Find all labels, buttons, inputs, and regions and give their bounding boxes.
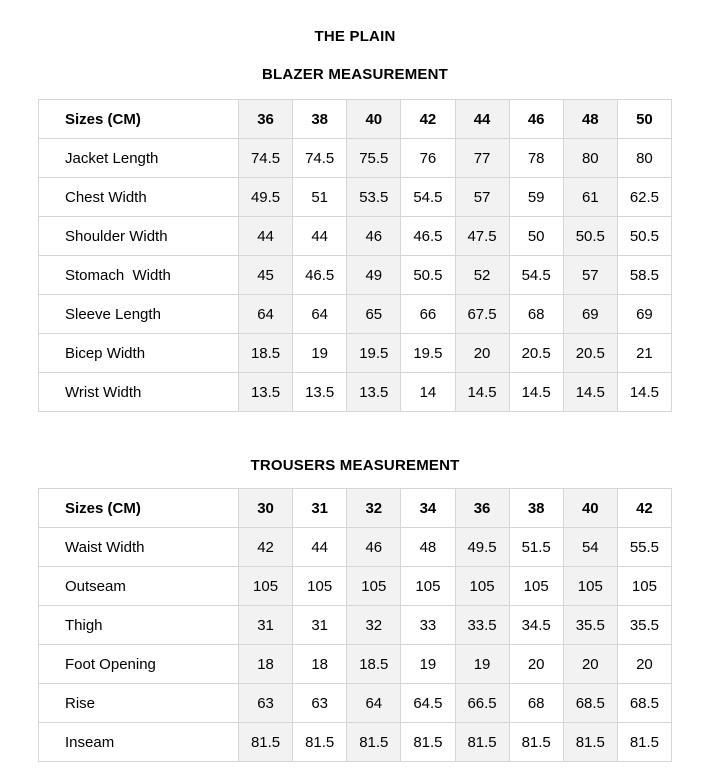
- measurement-value-cell: 63: [239, 684, 293, 723]
- measurement-value-cell: 64: [347, 684, 401, 723]
- measurement-value-cell: 105: [347, 567, 401, 606]
- measurement-value-cell: 20: [455, 334, 509, 373]
- size-header-cell: 30: [239, 489, 293, 528]
- measurement-label-cell: Jacket Length: [39, 139, 239, 178]
- size-header-cell: 36: [239, 100, 293, 139]
- measurement-value-cell: 14.5: [455, 373, 509, 412]
- trousers-table-body: [39, 528, 672, 762]
- page-title: THE PLAIN: [314, 28, 396, 45]
- measurement-value-cell: 105: [239, 567, 293, 606]
- measurement-value-cell: 13.5: [347, 373, 401, 412]
- measurement-value-cell: 34.5: [509, 606, 563, 645]
- measurement-value-cell: 64.5: [401, 684, 455, 723]
- measurement-value-cell: 46.5: [401, 217, 455, 256]
- measurement-value-cell: 80: [563, 139, 617, 178]
- measurement-value-cell: 31: [239, 606, 293, 645]
- measurement-label-cell: Outseam: [39, 567, 239, 606]
- measurement-row: [39, 567, 672, 606]
- size-header-cell: 40: [347, 100, 401, 139]
- measurement-value-cell: 52: [455, 256, 509, 295]
- measurement-label-cell: Shoulder Width: [39, 217, 239, 256]
- measurement-label-cell: Rise: [39, 684, 239, 723]
- measurement-row: [39, 334, 672, 373]
- sizes-label-header-cell: Sizes (CM): [39, 100, 239, 139]
- size-header-cell: 44: [455, 100, 509, 139]
- measurement-value-cell: 32: [347, 606, 401, 645]
- size-header-cell: 38: [293, 100, 347, 139]
- measurement-value-cell: 57: [455, 178, 509, 217]
- measurement-value-cell: 49.5: [239, 178, 293, 217]
- measurement-value-cell: 54.5: [401, 178, 455, 217]
- measurement-value-cell: 55.5: [617, 528, 671, 567]
- measurement-value-cell: 105: [617, 567, 671, 606]
- measurement-value-cell: 33: [401, 606, 455, 645]
- measurement-value-cell: 50.5: [401, 256, 455, 295]
- size-header-cell: 48: [563, 100, 617, 139]
- measurement-value-cell: 13.5: [239, 373, 293, 412]
- measurement-label-cell: Sleeve Length: [39, 295, 239, 334]
- measurement-value-cell: 20: [617, 645, 671, 684]
- measurement-value-cell: 46: [347, 217, 401, 256]
- measurement-label-cell: Thigh: [39, 606, 239, 645]
- measurement-value-cell: 51.5: [509, 528, 563, 567]
- measurement-value-cell: 54: [563, 528, 617, 567]
- size-header-cell: 31: [293, 489, 347, 528]
- size-header-cell: 46: [509, 100, 563, 139]
- measurement-value-cell: 68.5: [617, 684, 671, 723]
- measurement-value-cell: 81.5: [347, 723, 401, 762]
- measurement-value-cell: 62.5: [617, 178, 671, 217]
- measurement-value-cell: 105: [455, 567, 509, 606]
- measurement-value-cell: 80: [617, 139, 671, 178]
- measurement-value-cell: 46.5: [293, 256, 347, 295]
- measurement-value-cell: 19: [455, 645, 509, 684]
- measurement-value-cell: 68.5: [563, 684, 617, 723]
- measurement-value-cell: 19: [293, 334, 347, 373]
- measurement-value-cell: 75.5: [347, 139, 401, 178]
- measurement-value-cell: 74.5: [293, 139, 347, 178]
- measurement-value-cell: 35.5: [563, 606, 617, 645]
- measurement-value-cell: 54.5: [509, 256, 563, 295]
- measurement-value-cell: 19.5: [401, 334, 455, 373]
- measurement-value-cell: 48: [401, 528, 455, 567]
- measurement-value-cell: 19: [401, 645, 455, 684]
- measurement-value-cell: 13.5: [293, 373, 347, 412]
- measurement-value-cell: 81.5: [563, 723, 617, 762]
- measurement-value-cell: 53.5: [347, 178, 401, 217]
- measurement-value-cell: 64: [239, 295, 293, 334]
- measurement-value-cell: 66: [401, 295, 455, 334]
- measurement-value-cell: 42: [239, 528, 293, 567]
- sizes-label-header-cell: Sizes (CM): [39, 489, 239, 528]
- measurement-row: [39, 295, 672, 334]
- measurement-row: [39, 723, 672, 762]
- measurement-label-cell: Waist Width: [39, 528, 239, 567]
- sizes-header-row: [39, 489, 672, 528]
- measurement-value-cell: 81.5: [293, 723, 347, 762]
- measurement-value-cell: 68: [509, 295, 563, 334]
- measurement-row: [39, 178, 672, 217]
- measurement-value-cell: 19.5: [347, 334, 401, 373]
- measurement-value-cell: 14.5: [509, 373, 563, 412]
- blazer-measurement-table: [38, 99, 672, 412]
- measurement-row: [39, 139, 672, 178]
- measurement-value-cell: 46: [347, 528, 401, 567]
- measurement-value-cell: 31: [293, 606, 347, 645]
- size-header-cell: 50: [617, 100, 671, 139]
- measurement-value-cell: 45: [239, 256, 293, 295]
- size-header-cell: 32: [347, 489, 401, 528]
- measurement-value-cell: 69: [563, 295, 617, 334]
- measurement-value-cell: 18.5: [239, 334, 293, 373]
- size-header-cell: 38: [509, 489, 563, 528]
- measurement-value-cell: 63: [293, 684, 347, 723]
- measurement-value-cell: 77: [455, 139, 509, 178]
- measurement-value-cell: 50.5: [563, 217, 617, 256]
- measurement-row: [39, 645, 672, 684]
- measurement-value-cell: 50: [509, 217, 563, 256]
- trousers-measurement-table: [38, 488, 672, 762]
- measurement-value-cell: 58.5: [617, 256, 671, 295]
- measurement-value-cell: 81.5: [455, 723, 509, 762]
- measurement-label-cell: Inseam: [39, 723, 239, 762]
- measurement-value-cell: 14.5: [563, 373, 617, 412]
- measurement-value-cell: 81.5: [239, 723, 293, 762]
- measurement-value-cell: 18: [239, 645, 293, 684]
- measurement-label-cell: Foot Opening: [39, 645, 239, 684]
- measurement-value-cell: 81.5: [401, 723, 455, 762]
- measurement-value-cell: 20.5: [509, 334, 563, 373]
- blazer-table-head: [39, 100, 672, 139]
- measurement-row: [39, 373, 672, 412]
- measurement-row: [39, 256, 672, 295]
- measurement-value-cell: 51: [293, 178, 347, 217]
- measurement-value-cell: 78: [509, 139, 563, 178]
- measurement-value-cell: 105: [563, 567, 617, 606]
- measurement-value-cell: 20: [509, 645, 563, 684]
- measurement-value-cell: 76: [401, 139, 455, 178]
- measurement-value-cell: 64: [293, 295, 347, 334]
- size-header-cell: 42: [617, 489, 671, 528]
- measurement-value-cell: 33.5: [455, 606, 509, 645]
- measurement-label-cell: Stomach Width: [39, 256, 239, 295]
- trousers-table-head: [39, 489, 672, 528]
- trousers-heading: TROUSERS MEASUREMENT: [250, 457, 460, 474]
- size-header-cell: 40: [563, 489, 617, 528]
- measurement-value-cell: 81.5: [617, 723, 671, 762]
- measurement-row: [39, 528, 672, 567]
- measurement-label-cell: Chest Width: [39, 178, 239, 217]
- measurement-value-cell: 18: [293, 645, 347, 684]
- measurement-value-cell: 65: [347, 295, 401, 334]
- measurement-value-cell: 81.5: [509, 723, 563, 762]
- measurement-value-cell: 67.5: [455, 295, 509, 334]
- measurement-value-cell: 66.5: [455, 684, 509, 723]
- size-header-cell: 36: [455, 489, 509, 528]
- measurement-value-cell: 68: [509, 684, 563, 723]
- measurement-value-cell: 35.5: [617, 606, 671, 645]
- measurement-value-cell: 18.5: [347, 645, 401, 684]
- measurement-value-cell: 44: [293, 217, 347, 256]
- measurement-value-cell: 14.5: [617, 373, 671, 412]
- measurement-value-cell: 74.5: [239, 139, 293, 178]
- measurement-label-cell: Bicep Width: [39, 334, 239, 373]
- measurement-value-cell: 44: [293, 528, 347, 567]
- measurement-value-cell: 14: [401, 373, 455, 412]
- measurement-value-cell: 50.5: [617, 217, 671, 256]
- size-header-cell: 42: [401, 100, 455, 139]
- measurement-row: [39, 606, 672, 645]
- blazer-heading: BLAZER MEASUREMENT: [261, 66, 449, 83]
- measurement-value-cell: 47.5: [455, 217, 509, 256]
- measurement-value-cell: 69: [617, 295, 671, 334]
- blazer-table-body: [39, 139, 672, 412]
- measurement-row: [39, 217, 672, 256]
- measurement-value-cell: 49: [347, 256, 401, 295]
- measurement-value-cell: 20: [563, 645, 617, 684]
- measurement-value-cell: 105: [401, 567, 455, 606]
- measurement-value-cell: 49.5: [455, 528, 509, 567]
- measurement-value-cell: 57: [563, 256, 617, 295]
- measurement-value-cell: 105: [509, 567, 563, 606]
- measurement-value-cell: 59: [509, 178, 563, 217]
- measurement-value-cell: 105: [293, 567, 347, 606]
- blazer-section: [0, 68, 710, 412]
- size-header-cell: 34: [401, 489, 455, 528]
- measurement-value-cell: 21: [617, 334, 671, 373]
- measurement-value-cell: 44: [239, 217, 293, 256]
- sizes-header-row: [39, 100, 672, 139]
- trousers-section: [0, 459, 710, 762]
- measurement-label-cell: Wrist Width: [39, 373, 239, 412]
- measurement-value-cell: 61: [563, 178, 617, 217]
- measurement-row: [39, 684, 672, 723]
- measurement-value-cell: 20.5: [563, 334, 617, 373]
